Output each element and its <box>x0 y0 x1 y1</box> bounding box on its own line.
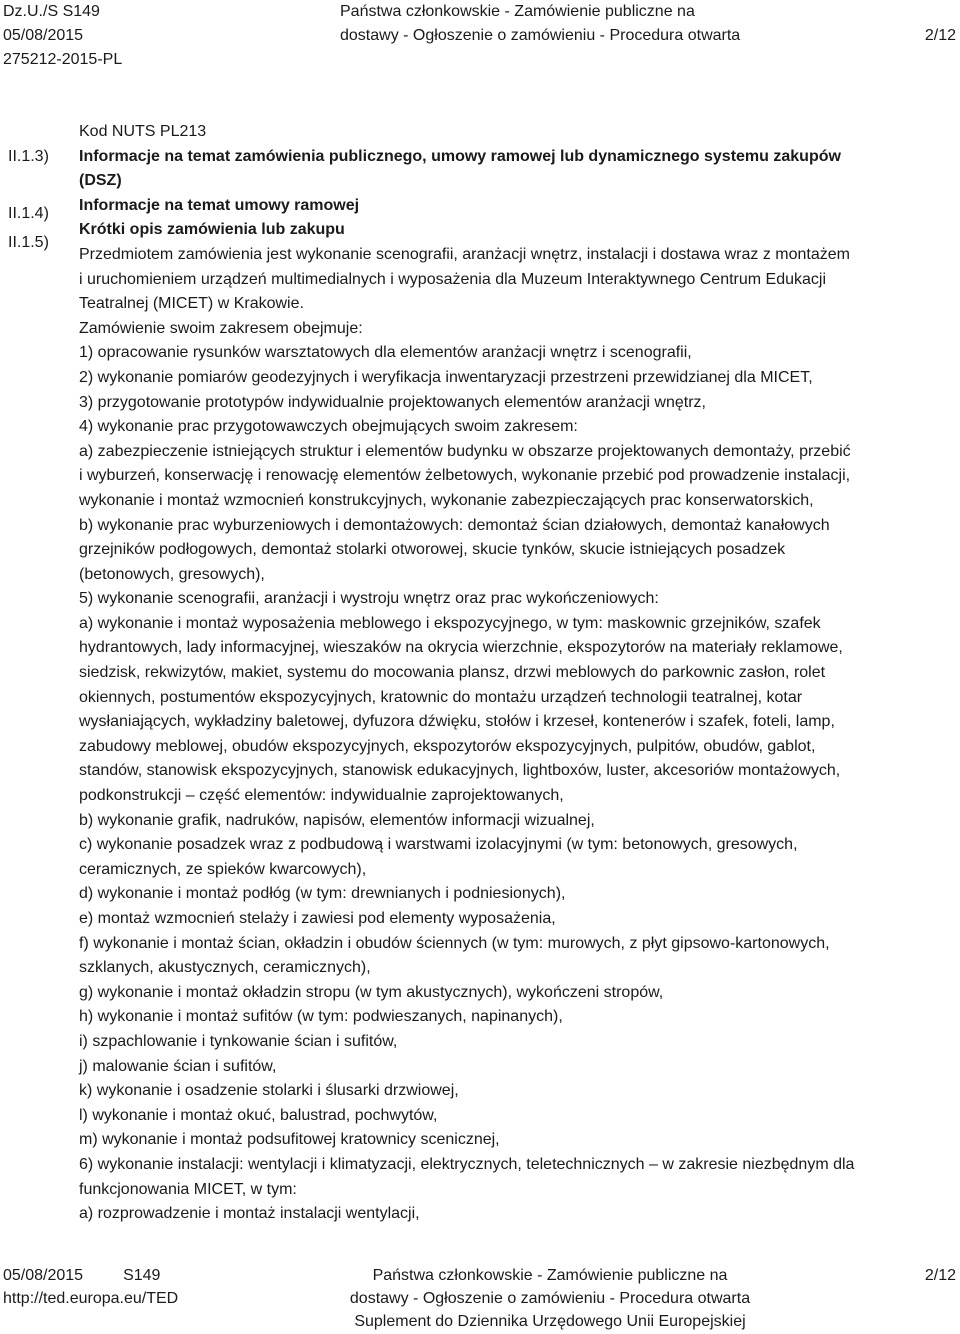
text-line: ceramicznych, ze spieków kwarcowych), <box>79 860 367 878</box>
text-line: 6) wykonanie instalacji: wentylacji i klimatyzacji, elektrycznych, teletechnicznych – w zakresie niezbędnym dla <box>79 1155 855 1173</box>
text-line: standów, stanowisk ekspozycyjnych, stanowisk edukacyjnych, lightboxów, luster, akcesoriów montażowych, <box>79 762 841 780</box>
text-line: m) wykonanie i montaż podsufitowej kratownicy scenicznej, <box>79 1131 500 1149</box>
text-line: c) wykonanie posadzek wraz z podbudową i warstwami izolacyjnymi (w tym: betonowych, gresowych, <box>79 836 798 854</box>
text-line: Teatralnej (MICET) w Krakowie. <box>79 295 304 313</box>
text-line: l) wykonanie i montaż okuć, balustrad, pochwytów, <box>79 1106 438 1124</box>
header-title-2: dostawy - Ogłoszenie o zamówieniu - Procedura otwarta <box>340 27 741 44</box>
journal-ref: Dz.U./S S149 <box>3 3 100 20</box>
footer-title-1: Państwa członkowskie - Zamówienie publiczne na <box>372 1267 728 1284</box>
header-page-number: 2/12 <box>924 27 956 44</box>
footer-title-2: dostawy - Ogłoszenie o zamówieniu - Procedura otwarta <box>349 1290 751 1307</box>
text-line: a) wykonanie i montaż wyposażenia meblowego i ekspozycyjnego, w tym: maskownic grzejników, szafek <box>79 614 821 632</box>
text-line: j) malowanie ścian i sufitów, <box>79 1057 277 1075</box>
footer-left <box>3 1264 178 1310</box>
footer-date: 05/08/2015 <box>3 1267 84 1284</box>
text-line: f) wykonanie i montaż ścian, okładzin i obudów ściennych (w tym: murowych, z płyt gipsowo-kartonowych, <box>79 934 830 952</box>
heading-procurement-info-cont: (DSZ) <box>79 172 122 190</box>
page-footer <box>0 1264 960 1334</box>
header-title-1: Państwa członkowskie - Zamówienie publiczne na <box>340 3 695 20</box>
text-line: 1) opracowanie rysunków warsztatowych dla elementów aranżacji wnętrz i scenografii, <box>79 344 692 362</box>
text-line: (betonowych, gresowych), <box>79 565 265 583</box>
notice-number: 275212-2015-PL <box>3 51 123 68</box>
section-number-1: II.1.3) <box>8 148 49 165</box>
text-line: d) wykonanie i montaż podłóg (w tym: drewnianych i podniesionych), <box>79 885 566 903</box>
text-line: okiennych, postumentów ekspozycyjnych, kratownic do montażu urządzeń technologii teatralnej, kotar <box>79 688 803 706</box>
text-line: Zamówienie swoim zakresem obejmuje: <box>79 319 363 337</box>
footer-center <box>340 1264 760 1333</box>
text-line: wykonanie i montaż wzmocnień konstrukcyjnych, wykonanie zabezpieczających prac konserwatorskich, <box>79 491 814 509</box>
footer-series: S149 <box>123 1267 161 1284</box>
text-line: 2) wykonanie pomiarów geodezyjnych i weryfikacja inwentaryzacji przestrzeni przewidzianej dla MICET, <box>79 368 813 386</box>
footer-supplement: Suplement do Dziennika Urzędowego Unii Europejskiej <box>354 1313 746 1330</box>
text-line: hydrantowych, lady informacyjnej, wieszaków na okrycia wierzchnie, ekspozytorów na materiały reklamowe, <box>79 639 843 657</box>
text-line: Przedmiotem zamówienia jest wykonanie scenografii, aranżacji wnętrz, instalacji i dostawa wraz z montażem <box>79 245 850 263</box>
text-line: zabudowy meblowej, obudów ekspozycyjnych, ekspozytorów ekspozycyjnych, pulpitów, obudów, gablot, <box>79 737 816 755</box>
section-content <box>79 120 949 1227</box>
text-line: i uruchomieniem urządzeń multimedialnych i wyposażenia dla Muzeum Interaktywnego Centrum Edukacji <box>79 270 827 288</box>
text-line: e) montaż wzmocnień stelaży i zawiesi pod elementy wyposażenia, <box>79 910 556 927</box>
footer-url: http://ted.europa.eu/TED <box>3 1290 179 1307</box>
text-line: wysłaniających, wykładziny baletowej, dyfuzora dźwięku, stołów i krzeseł, kontenerów i szafek, foteli, lamp, <box>79 713 835 731</box>
text-line: 5) wykonanie scenografii, aranżacji i wystroju wnętrz oraz prac wykończeniowych: <box>79 590 659 608</box>
text-line: i wyburzeń, konserwację i renowację elementów żelbetowych, wykonanie przebić pod prowadzenie instalacji, <box>79 467 851 485</box>
nuts-code: Kod NUTS PL213 <box>79 123 207 140</box>
header-date: 05/08/2015 <box>3 27 84 44</box>
text-line: szklanych, akustycznych, ceramicznych), <box>79 959 371 977</box>
text-line: i) szpachlowanie i tynkowanie ścian i sufitów, <box>79 1032 398 1050</box>
section-number-2: II.1.4) <box>8 205 49 222</box>
text-line: k) wykonanie i osadzenie stolarki i ślusarki drzwiowej, <box>79 1082 459 1100</box>
text-line: a) zabezpieczenie istniejących struktur i elementów budynku w obszarze projektowanych demontaży, przebić <box>79 442 851 460</box>
heading-procurement-info: Informacje na temat zamówienia publicznego, umowy ramowej lub dynamicznego systemu zakupów <box>79 147 841 165</box>
heading-framework-info: Informacje na temat umowy ramowej <box>79 196 360 214</box>
footer-page-number: 2/12 <box>924 1267 956 1284</box>
text-line: b) wykonanie prac wyburzeniowych i demontażowych: demontaż ścian działowych, demontaż kanałowych <box>79 516 830 534</box>
text-line: siedzisk, rekwizytów, makiet, systemu do mocowania plansz, drzwi meblowych do parkownic zasłon, rolet <box>79 664 826 682</box>
header-left <box>3 0 122 72</box>
text-line: g) wykonanie i montaż okładzin stropu (w tym akustycznych), wykończeni stropów, <box>79 983 664 1001</box>
text-line: a) rozprowadzenie i montaż instalacji wentylacji, <box>79 1205 420 1223</box>
page-header <box>0 0 960 72</box>
text-line: h) wykonanie i montaż sufitów (w tym: podwieszanych, napinanych), <box>79 1008 563 1026</box>
heading-short-description: Krótki opis zamówienia lub zakupu <box>79 221 345 239</box>
header-center <box>340 3 741 48</box>
text-line: b) wykonanie grafik, nadruków, napisów, elementów informacji wizualnej, <box>79 811 595 829</box>
text-line: funkcjonowania MICET, w tym: <box>79 1180 297 1198</box>
text-line: 4) wykonanie prac przygotowawczych obejmujących swoim zakresem: <box>79 418 578 436</box>
text-line: podkonstrukcji – część elementów: indywidualnie zaprojektowanych, <box>79 787 564 805</box>
text-line: grzejników podłogowych, demontaż stolarki otworowej, skucie tynków, skucie istniejących posadzek <box>79 541 786 559</box>
section-number-3: II.1.5) <box>8 234 49 251</box>
text-line: 3) przygotowanie prototypów indywidualnie projektowanych elementów aranżacji wnętrz, <box>79 393 706 411</box>
